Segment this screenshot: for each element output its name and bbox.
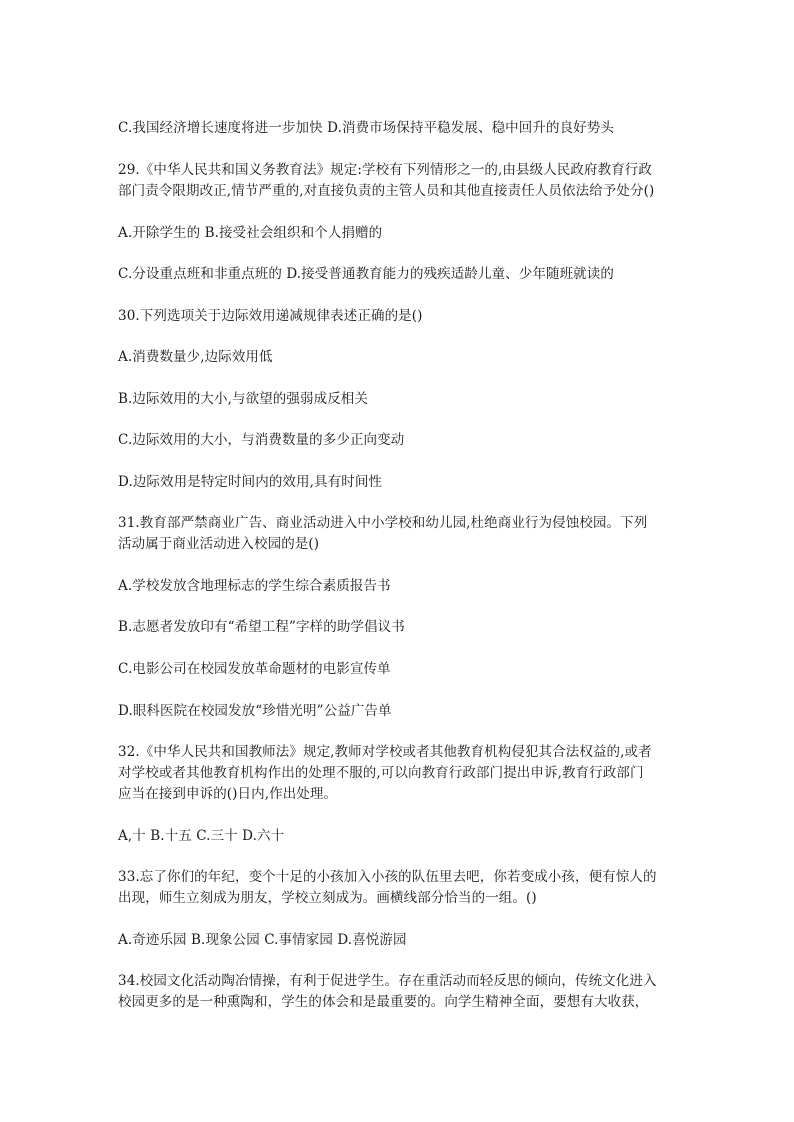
- text-line-q31-option-c: C.电影公司在校园发放革命题材的电影宣传单: [118, 661, 391, 677]
- text-line-q32-stem-3: 应当在接到申诉的()日内,作出处理。: [118, 786, 338, 802]
- text-line-q29-stem-2: 部门责令限期改正,情节严重的,对直接负责的主管人员和其他直接责任人员依法给予处分(): [118, 183, 655, 199]
- text-line-q30-option-c: C.边际效用的大小，与消费数量的多少正向变动: [118, 432, 405, 448]
- text-line-q31-option-a: A.学校发放含地理标志的学生综合素质报告书: [118, 578, 391, 594]
- text-line-q33-options: A.奇迹乐园 B.现象公园 C.事情家园 D.喜悦游园: [118, 932, 407, 948]
- text-line-q34-stem-2: 校园更多的是一种熏陶和，学生的体会和是最重要的。向学生精神全面，要想有大收获，: [118, 994, 649, 1010]
- text-line-q33-stem-2: 出现，师生立刻成为朋友，学校立刻成为。画横线部分恰当的一组。(): [118, 890, 537, 906]
- text-line-q30-option-b: B.边际效用的大小,与欲望的强弱成反相关: [118, 391, 369, 407]
- text-line-q31-option-d: D.眼科医院在校园发放“珍惜光明”公益广告单: [118, 703, 392, 719]
- text-line-q32-options: A,十 B.十五 C.三十 D.六十: [118, 828, 285, 844]
- text-line-q34-stem-1: 34.校园文化活动陶冶情操，有利于促进学生。存在重活动而轻反思的倾向，传统文化进入: [118, 973, 657, 989]
- text-line-q29-option-cd: C.分设重点班和非重点班的 D.接受普通教育能力的残疾适龄儿童、少年随班就读的: [118, 266, 614, 282]
- text-line-q30-option-d: D.边际效用是特定时间内的效用,具有时间性: [118, 474, 383, 490]
- text-line-q30-option-a: A.消费数量少,边际效用低: [118, 349, 273, 365]
- text-line-q31-option-b: B.志愿者发放印有“希望工程”字样的助学倡议书: [118, 619, 405, 635]
- text-line-q32-stem-1: 32.《中华人民共和国教师法》规定,教师对学校或者其他教育机构侵犯其合法权益的,或者: [118, 744, 652, 760]
- text-line-q30-stem: 30.下列选项关于边际效用递减规律表述正确的是(): [118, 308, 423, 324]
- text-line-q31-stem-1: 31.教育部严禁商业广告、商业活动进入中小学校和幼儿园,杜绝商业行为侵蚀校园。下列: [118, 515, 648, 531]
- text-line-q28-option-cd: C.我国经济增长速度将进一步加快 D.消费市场保持平稳发展、稳中回升的良好势头: [118, 120, 614, 136]
- text-line-q33-stem-1: 33.忘了你们的年纪，变个十足的小孩加入小孩的队伍里去吧，你若变成小孩，便有惊人的: [118, 869, 657, 885]
- text-line-q32-stem-2: 对学校或者其他教育机构作出的处理不服的,可以向教育行政部门提出申诉,教育行政部门: [118, 765, 644, 781]
- text-line-q31-stem-2: 活动属于商业活动进入校园的是(): [118, 536, 320, 552]
- text-line-q29-option-ab: A.开除学生的 B.接受社会组织和个人捐赠的: [118, 225, 383, 241]
- text-line-q29-stem-1: 29.《中华人民共和国义务教育法》规定:学校有下列情形之一的,由县级人民政府教育行政: [118, 162, 653, 178]
